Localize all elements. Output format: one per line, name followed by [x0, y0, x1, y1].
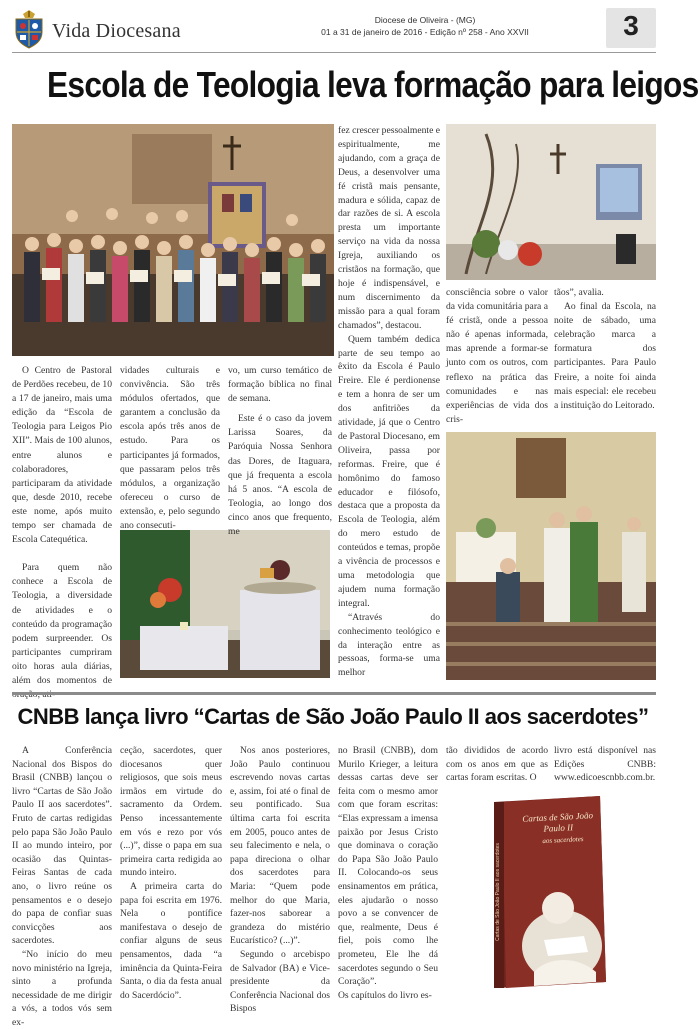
- article2-column-4: [338, 744, 438, 1002]
- article2-column-5: [446, 744, 548, 785]
- book-cover-image: [488, 796, 608, 988]
- page-number-box: [606, 8, 656, 48]
- book-subtitle: aos sacerdotes: [542, 834, 584, 846]
- chapel-photo: [446, 124, 656, 280]
- article1-column-6: [554, 286, 656, 413]
- ceremony-photo: [446, 432, 656, 680]
- page-header: [0, 0, 666, 58]
- article2-headline: CNBB lança livro “Cartas de São João Paulo II aos sacerdotes”: [17, 704, 649, 729]
- paragraph: Ao final da Escola, na noite de sábado, uma celebração marca a formatura dos participantes. Para Paulo Freire, a noite foi ainda mais especial: ele recebeu a instituição do Leitorado.: [554, 301, 656, 411]
- article1-column-4: [338, 124, 440, 680]
- paragraph: vidades culturais e convivência. São três módulos ofertados, que garantem a conclusão da escola após três anos de estudo. Para os participantes já formados, que passaram pelos três módulos, a organização ofereceu o curso de extensão, e, pelo segundo ano consecuti-: [120, 365, 220, 532]
- group-photo: [12, 124, 334, 356]
- article1-column-1: [12, 364, 112, 702]
- article1-headline: Escola de Teologia leva formação para leigos: [47, 64, 699, 105]
- issue-info: [300, 14, 550, 38]
- paragraph: “No início do meu novo ministério na Igreja, sinto a profunda necessidade de me dirigir a vós, a todos vós sem ex-: [12, 948, 112, 1028]
- masthead-title: Vida Diocesana: [52, 20, 181, 42]
- section-divider: [12, 692, 656, 695]
- article2-column-2: [120, 744, 222, 1002]
- article1-column-5: [446, 286, 548, 427]
- article2-column-6: [554, 744, 656, 785]
- book-spine-title: Cartas de São João Paulo II aos sacerdotes: [495, 843, 501, 941]
- paragraph: vo, um curso temático de formação bíblica no final de semana.: [228, 365, 332, 405]
- paragraph: Nos anos posteriores, João Paulo continuou escrevendo novas cartas e, assim, foi até o final de seu pontificado. Sua última carta foi escrita em 2005, pouco antes de seu falecimento e nela, o papa direciona o olhar dos sacerdotes para Maria: “Quem pode melhor do que Maria, fazer-nos saborear a grandeza do mistério Eucarístico? (...)”.: [230, 745, 330, 947]
- paragraph: “Através do conhecimento teológico e da interação entre as pessoas, forma-se uma melhor: [338, 611, 440, 679]
- page-number: 3: [623, 10, 639, 41]
- paragraph: Este é o caso da jovem Larissa Soares, da Paróquia Nossa Senhora das Dores, de Itaguara, que já frequenta a escola há 5 anos. “A escola de Teologia, ao longo dos cinco anos que frequento, me: [228, 413, 332, 538]
- article1-column-3: [228, 364, 332, 539]
- paragraph: A Conferência Nacional dos Bispos do Brasil (CNBB) lançou o livro “Cartas de São João Paulo II aos sacerdotes”. Fruto de cartas redigidas pelo papa São João Paulo II ao mundo inteiro, por ocasião das Quintas-Feiras Santas de cada ano, o livro reúne os pensamentos e o desejo do papa de confiar suas convicções aos sacerdotes.: [12, 745, 112, 947]
- paragraph: O Centro de Pastoral de Perdões recebeu, de 10 a 17 de janeiro, mais uma edição da “Escola de Teologia para Leigos Pio XII”. Mais de 100 alunos, entre alunos e colaboradores, participaram da atividade que, desde 2010, recebe este nome, após muito tempo ser chamada de Escola Catequética.: [12, 365, 112, 546]
- paragraph: A primeira carta do papa foi escrita em 1976. Nela o pontífice manifestava o desejo de confiar alguns de seus pensamentos, dada “a iminência da Quinta-Feira Santa, o dia da festa anual do Sacerdócio”.: [120, 880, 222, 1001]
- edition-line: 01 a 31 de janeiro de 2016 - Edição nº 258 - Ano XXVII: [321, 27, 529, 37]
- paragraph: ceção, sacerdotes, quer diocesanos quer religiosos, que sois meus irmãos em virtude do sacramento da Ordem. Penso incessantemente em vós e rezo por vós (...)”, disse o papa em sua primeira carta redigida ao mundo inteiro.: [120, 745, 222, 879]
- book-title: Cartas de São João Paulo II: [522, 810, 594, 834]
- paragraph: Os capítulos do livro es-: [338, 989, 432, 1001]
- paragraph: fez crescer pessoalmente e espiritualmente, me ajudando, com a graça de Deus, a desenvolver uma fé cristã mais pensante, madura e sólida, capaz de dar razões de si. A escola presta um importante serviço na vida da nossa Igreja, auxiliando os cristãos na formação, que hoje é indispensável, e num discernimento da missão para a qual foram chamados”, destacou.: [338, 125, 441, 331]
- diocese-crest-icon: [12, 10, 46, 48]
- paragraph: tãos”, avalia.: [554, 287, 604, 298]
- paragraph: no Brasil (CNBB), dom Murilo Krieger, a leitura dessas cartas deve ser feita com o mesmo amor com que foram escritas: “Elas expressam a imensa paixão por Jesus Cristo que dominava o coração do Papa São João Paulo II. Colocando-os seus ensinamentos em prática, eles ajudarão o nosso povo a se convencer de que, realmente, Deus é fiel, pois como lhe prometeu, Ele lhe dá sacerdotes segundo o Seu Coração”.: [338, 745, 438, 988]
- article1-column-2: [120, 364, 220, 533]
- paragraph: tão divididos de acordo com os anos em que as cartas foram escritas. O: [446, 745, 548, 784]
- article2-column-1: [12, 744, 112, 1029]
- header-divider: [12, 52, 656, 53]
- publisher-name: Diocese de Oliveira - (MG): [374, 15, 476, 25]
- paragraph: Quem também dedica parte de seu tempo ao êxito da Escola é Paulo Freire. Ele é perdionense e tem a honra de ser um dos anfitriões da atividade, já que o Centro de Pastoral Diocesano, em Oliveira, passa por reformas. Freire, que é homônimo do famoso educador e filósofo, destaca que a proposta da Escola de Teologia, além do mero estudo de conteúdos e temas, propõe a vivência de processos e uma metodologia que ajudem numa formação integral.: [338, 333, 440, 609]
- altar-photo: [120, 530, 330, 678]
- paragraph: Para quem não conhece a Escola de Teologia, a diversidade de atividades e o conteúdo da programação podem surpreender. Os participantes cumpriram oito horas aula diárias, além dos momentos de: [12, 562, 112, 686]
- paragraph: livro está disponível nas Edições CNBB: www.edicoescnbb.com.br.: [554, 745, 656, 784]
- paragraph: consciência sobre o valor da vida comunitária para a fé cristã, onde a pessoa não é apenas informada, mas aprende a formar-se junto com os outros, com reflexo na prática das comunidades e nas experiências de vida dos cris-: [446, 287, 548, 425]
- paragraph: Segundo o arcebispo de Salvador (BA) e Vice-presidente da Conferência Nacional dos Bispos: [230, 948, 330, 1015]
- article2-column-3: [230, 744, 330, 1016]
